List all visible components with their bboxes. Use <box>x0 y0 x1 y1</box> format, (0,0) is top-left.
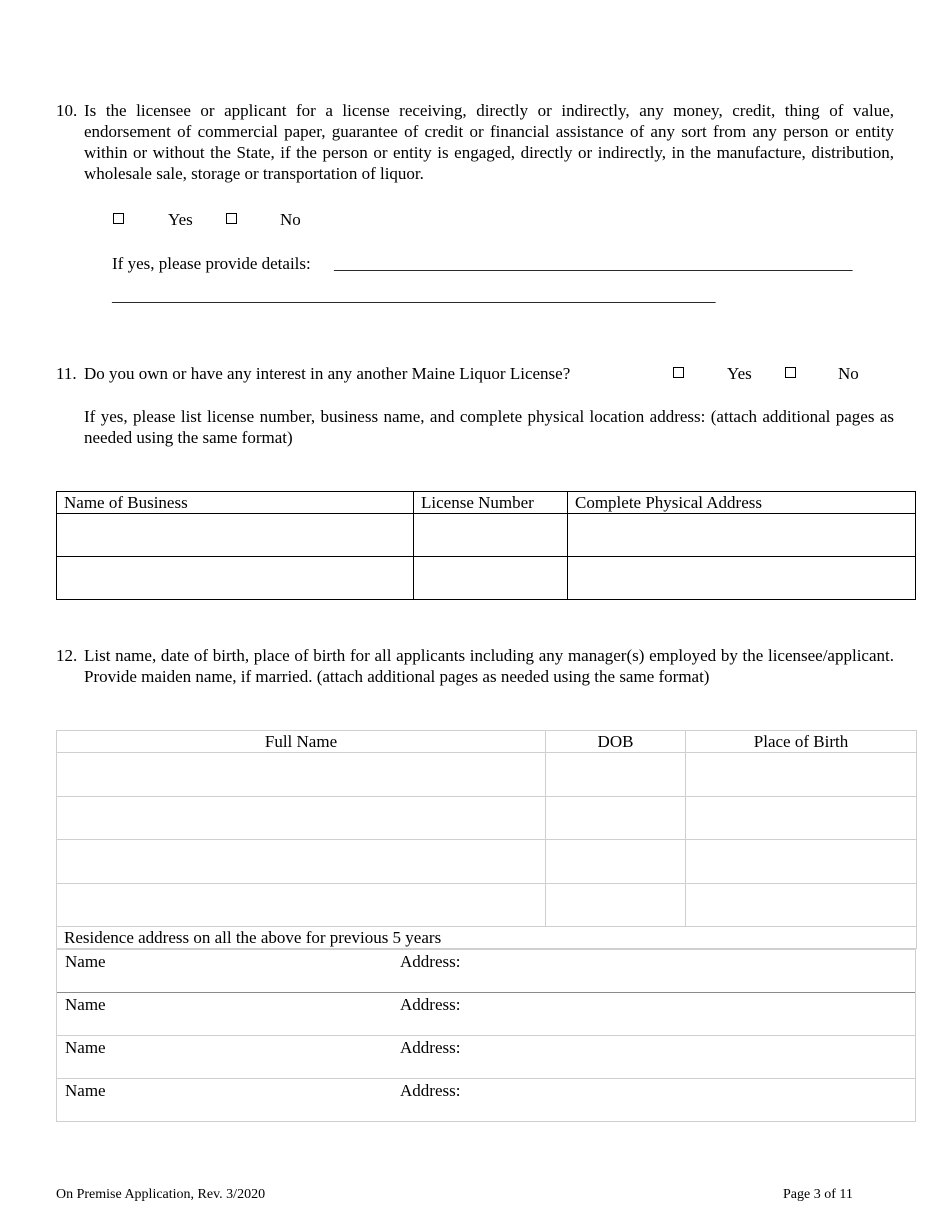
q11-yes-checkbox[interactable] <box>673 367 684 378</box>
address-label: Address: <box>400 1038 461 1057</box>
business-name-cell[interactable] <box>57 557 414 600</box>
address-label: Address: <box>400 952 461 971</box>
q11-yes-label: Yes <box>727 364 752 383</box>
full-name-cell[interactable] <box>57 753 546 797</box>
q11-no-checkbox[interactable] <box>785 367 796 378</box>
q10-details-field-2[interactable]: _______________________________________________________________________ <box>112 286 716 305</box>
applicants-table <box>56 730 917 949</box>
table-row <box>57 557 916 600</box>
name-label: Name <box>65 952 106 971</box>
residence-address-list <box>56 949 916 1122</box>
place-of-birth-cell[interactable] <box>686 797 917 840</box>
residence-caption: Residence address on all the above for previous 5 years <box>57 927 917 949</box>
question-12 <box>56 645 894 687</box>
business-name-cell[interactable] <box>57 514 414 557</box>
residence-row[interactable] <box>57 1078 915 1121</box>
question-number: 12. <box>56 646 78 665</box>
q11-no-label: No <box>838 364 859 383</box>
question-10 <box>56 100 894 184</box>
license-number-cell[interactable] <box>414 514 568 557</box>
table-row <box>57 514 916 557</box>
column-header: Name of Business <box>57 492 414 514</box>
table-row <box>57 753 917 797</box>
q10-no-label: No <box>280 210 301 229</box>
residence-row[interactable] <box>57 949 915 992</box>
q11-text: Do you own or have any interest in any another Maine Liquor License? <box>84 364 571 383</box>
q11-number: 11. <box>56 364 77 383</box>
footer-form-name: On Premise Application, Rev. 3/2020 <box>56 1187 266 1202</box>
q11-instructions: If yes, please list license number, business name, and complete physical location address: (attach additional pages as needed using the same format) <box>84 407 894 447</box>
license-number-cell[interactable] <box>414 557 568 600</box>
q10-details-label: If yes, please provide details: <box>112 254 311 273</box>
footer-page-number: Page 3 of 11 <box>783 1187 853 1202</box>
name-label: Name <box>65 1038 106 1057</box>
full-name-cell[interactable] <box>57 840 546 884</box>
address-label: Address: <box>400 995 461 1014</box>
question-number: 10. <box>56 101 78 120</box>
full-name-cell[interactable] <box>57 797 546 840</box>
table-row <box>57 797 917 840</box>
place-of-birth-cell[interactable] <box>686 884 917 927</box>
address-cell[interactable] <box>568 557 916 600</box>
name-label: Name <box>65 995 106 1014</box>
license-table <box>56 491 916 600</box>
address-cell[interactable] <box>568 514 916 557</box>
column-header: DOB <box>546 731 686 753</box>
q10-details-field[interactable]: _____________________________________________________________ <box>334 254 853 273</box>
q10-yes-label: Yes <box>168 210 193 229</box>
q10-yes-checkbox[interactable] <box>113 213 124 224</box>
residence-row[interactable] <box>57 1035 915 1078</box>
question-text: Is the licensee or applicant for a license receiving, directly or indirectly, any money, credit, thing of value, endorsement of commercial paper, guarantee of credit or financial assistance of any sort from any person or entity within or without the State, if the person or entity is engaged, directly or indirectly, in the manufacture, distribution, wholesale sale, storage or transportation of liquor. <box>84 101 894 183</box>
column-header: Complete Physical Address <box>568 492 916 514</box>
residence-row[interactable] <box>57 992 915 1035</box>
column-header: License Number <box>414 492 568 514</box>
name-label: Name <box>65 1081 106 1100</box>
question-text: List name, date of birth, place of birth for all applicants including any manager(s) employed by the licensee/applicant. Provide maiden name, if married. (attach additional pages as needed using the same format) <box>84 646 894 686</box>
dob-cell[interactable] <box>546 884 686 927</box>
column-header: Place of Birth <box>686 731 917 753</box>
dob-cell[interactable] <box>546 753 686 797</box>
table-row <box>57 840 917 884</box>
dob-cell[interactable] <box>546 840 686 884</box>
q10-no-checkbox[interactable] <box>226 213 237 224</box>
column-header: Full Name <box>57 731 546 753</box>
table-row <box>57 884 917 927</box>
dob-cell[interactable] <box>546 797 686 840</box>
address-label: Address: <box>400 1081 461 1100</box>
place-of-birth-cell[interactable] <box>686 840 917 884</box>
place-of-birth-cell[interactable] <box>686 753 917 797</box>
full-name-cell[interactable] <box>57 884 546 927</box>
